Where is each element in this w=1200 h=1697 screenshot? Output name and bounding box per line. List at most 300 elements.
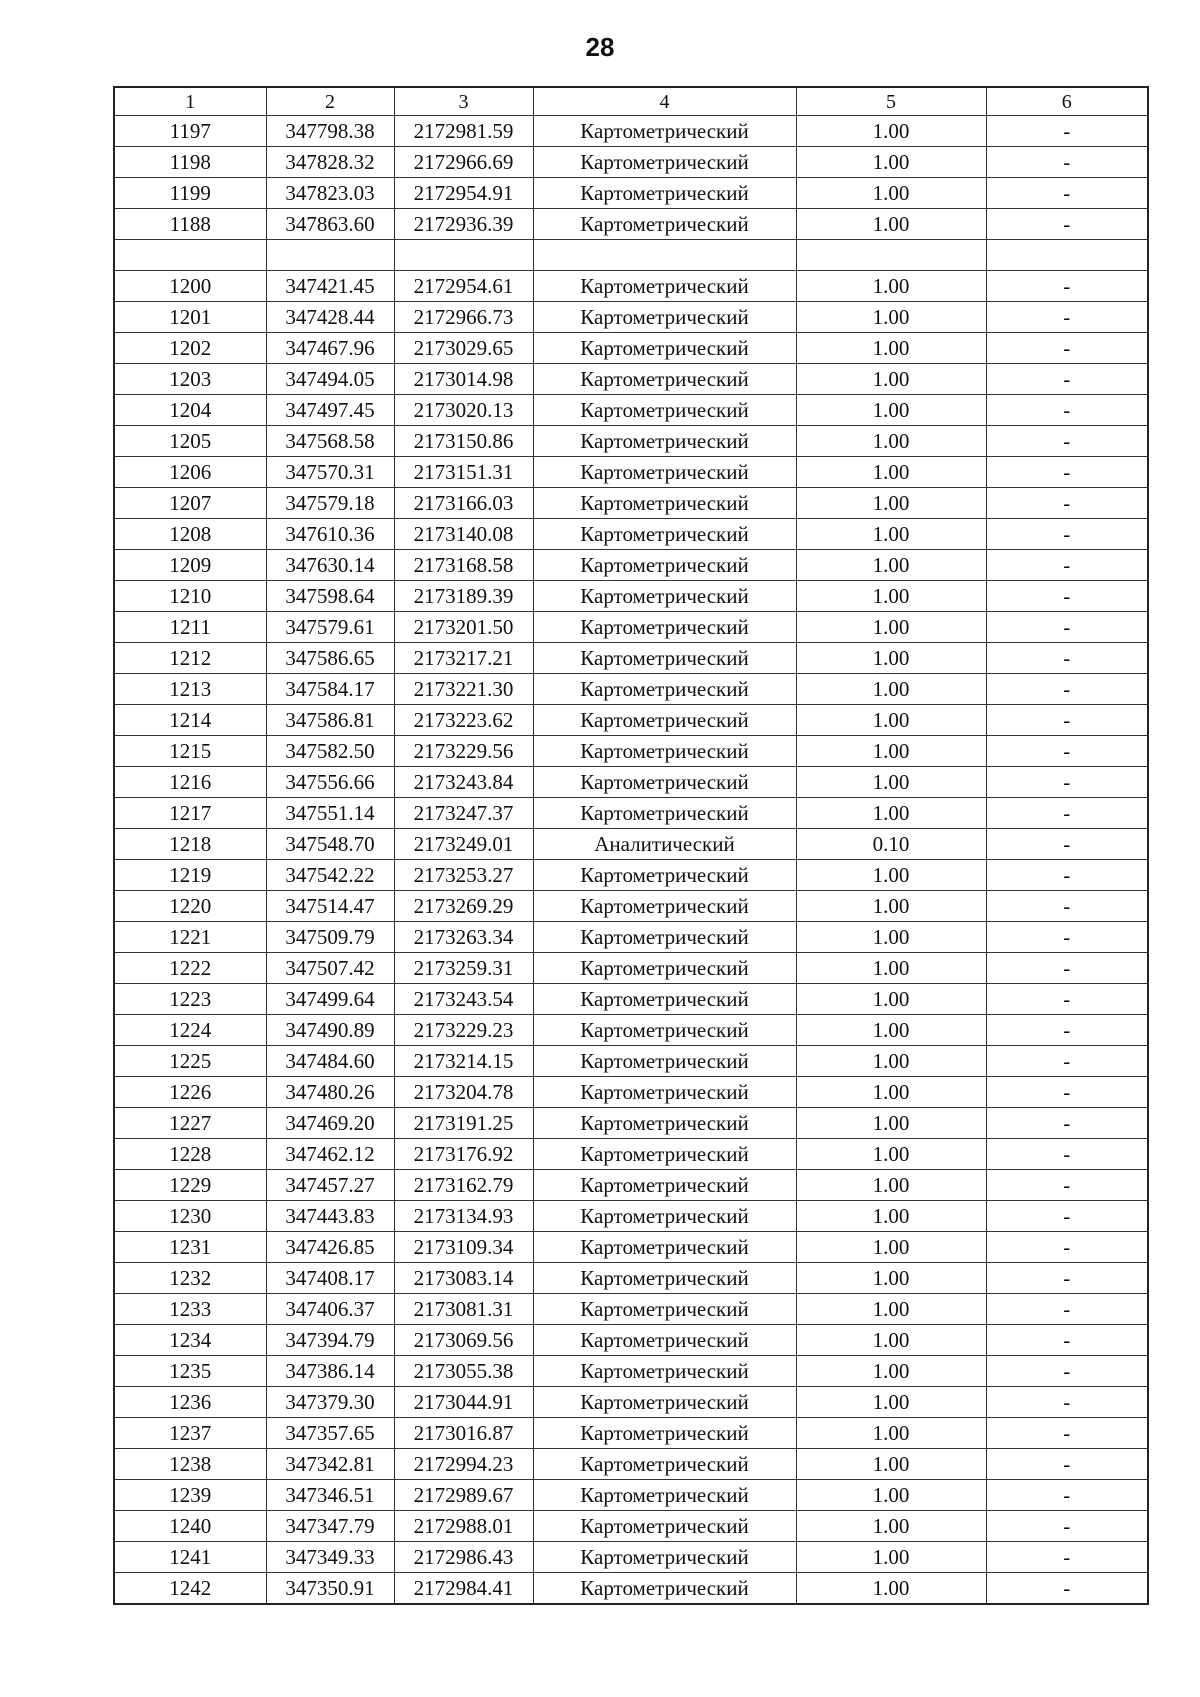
x-coordinate-cell: 347556.66 bbox=[266, 767, 394, 798]
method-cell: Картометрический bbox=[533, 891, 796, 922]
point-number-cell: 1231 bbox=[114, 1232, 266, 1263]
point-number-cell: 1209 bbox=[114, 550, 266, 581]
accuracy-cell: 1.00 bbox=[796, 984, 986, 1015]
note-cell: - bbox=[986, 209, 1148, 240]
note-cell bbox=[986, 240, 1148, 271]
point-number-cell: 1214 bbox=[114, 705, 266, 736]
method-cell: Картометрический bbox=[533, 1170, 796, 1201]
table-row bbox=[114, 798, 1148, 829]
note-cell: - bbox=[986, 1077, 1148, 1108]
y-coordinate-cell: 2173229.23 bbox=[394, 1015, 533, 1046]
table-row bbox=[114, 1108, 1148, 1139]
table-row bbox=[114, 1449, 1148, 1480]
y-coordinate-cell: 2173168.58 bbox=[394, 550, 533, 581]
table-row bbox=[114, 736, 1148, 767]
table-row bbox=[114, 364, 1148, 395]
table-row bbox=[114, 178, 1148, 209]
x-coordinate-cell: 347582.50 bbox=[266, 736, 394, 767]
accuracy-cell: 1.00 bbox=[796, 1015, 986, 1046]
accuracy-cell: 1.00 bbox=[796, 519, 986, 550]
method-cell: Картометрический bbox=[533, 364, 796, 395]
x-coordinate-cell: 347346.51 bbox=[266, 1480, 394, 1511]
method-cell: Картометрический bbox=[533, 1201, 796, 1232]
method-cell: Картометрический bbox=[533, 1542, 796, 1573]
accuracy-cell: 1.00 bbox=[796, 922, 986, 953]
table-header-row bbox=[114, 87, 1148, 116]
column-header-1: 1 bbox=[114, 87, 266, 116]
table-row bbox=[114, 581, 1148, 612]
point-number-cell: 1205 bbox=[114, 426, 266, 457]
method-cell: Картометрический bbox=[533, 1418, 796, 1449]
point-number-cell: 1241 bbox=[114, 1542, 266, 1573]
method-cell bbox=[533, 240, 796, 271]
y-coordinate-cell: 2172936.39 bbox=[394, 209, 533, 240]
note-cell: - bbox=[986, 1573, 1148, 1605]
point-number-cell: 1197 bbox=[114, 116, 266, 147]
method-cell: Картометрический bbox=[533, 1356, 796, 1387]
x-coordinate-cell bbox=[266, 240, 394, 271]
y-coordinate-cell: 2173140.08 bbox=[394, 519, 533, 550]
table-row bbox=[114, 271, 1148, 302]
accuracy-cell: 1.00 bbox=[796, 1418, 986, 1449]
method-cell: Картометрический bbox=[533, 550, 796, 581]
note-cell: - bbox=[986, 271, 1148, 302]
y-coordinate-cell: 2173016.87 bbox=[394, 1418, 533, 1449]
method-cell: Картометрический bbox=[533, 147, 796, 178]
x-coordinate-cell: 347586.81 bbox=[266, 705, 394, 736]
method-cell: Картометрический bbox=[533, 1232, 796, 1263]
method-cell: Картометрический bbox=[533, 1387, 796, 1418]
table-row bbox=[114, 829, 1148, 860]
point-number-cell: 1226 bbox=[114, 1077, 266, 1108]
accuracy-cell: 1.00 bbox=[796, 364, 986, 395]
column-header-4: 4 bbox=[533, 87, 796, 116]
method-cell: Картометрический bbox=[533, 116, 796, 147]
point-number-cell: 1219 bbox=[114, 860, 266, 891]
y-coordinate-cell: 2173014.98 bbox=[394, 364, 533, 395]
method-cell: Картометрический bbox=[533, 178, 796, 209]
x-coordinate-cell: 347507.42 bbox=[266, 953, 394, 984]
table-row bbox=[114, 333, 1148, 364]
table-row bbox=[114, 705, 1148, 736]
accuracy-cell: 1.00 bbox=[796, 457, 986, 488]
note-cell: - bbox=[986, 736, 1148, 767]
accuracy-cell: 0.10 bbox=[796, 829, 986, 860]
note-cell: - bbox=[986, 1108, 1148, 1139]
point-number-cell: 1215 bbox=[114, 736, 266, 767]
table-row bbox=[114, 1325, 1148, 1356]
note-cell: - bbox=[986, 1542, 1148, 1573]
point-number-cell: 1218 bbox=[114, 829, 266, 860]
y-coordinate-cell: 2173221.30 bbox=[394, 674, 533, 705]
x-coordinate-cell: 347584.17 bbox=[266, 674, 394, 705]
table-row bbox=[114, 674, 1148, 705]
y-coordinate-cell: 2173243.54 bbox=[394, 984, 533, 1015]
accuracy-cell: 1.00 bbox=[796, 674, 986, 705]
table-row bbox=[114, 1077, 1148, 1108]
method-cell: Картометрический bbox=[533, 457, 796, 488]
point-number-cell: 1202 bbox=[114, 333, 266, 364]
method-cell: Картометрический bbox=[533, 1511, 796, 1542]
method-cell: Картометрический bbox=[533, 519, 796, 550]
y-coordinate-cell: 2173249.01 bbox=[394, 829, 533, 860]
y-coordinate-cell: 2173269.29 bbox=[394, 891, 533, 922]
y-coordinate-cell: 2172966.73 bbox=[394, 302, 533, 333]
table-row bbox=[114, 519, 1148, 550]
accuracy-cell: 1.00 bbox=[796, 1387, 986, 1418]
note-cell: - bbox=[986, 891, 1148, 922]
note-cell: - bbox=[986, 1232, 1148, 1263]
y-coordinate-cell: 2173247.37 bbox=[394, 798, 533, 829]
x-coordinate-cell: 347579.18 bbox=[266, 488, 394, 519]
note-cell: - bbox=[986, 1387, 1148, 1418]
y-coordinate-cell: 2173020.13 bbox=[394, 395, 533, 426]
table-row bbox=[114, 643, 1148, 674]
method-cell: Картометрический bbox=[533, 1325, 796, 1356]
point-number-cell: 1200 bbox=[114, 271, 266, 302]
x-coordinate-cell: 347630.14 bbox=[266, 550, 394, 581]
x-coordinate-cell: 347494.05 bbox=[266, 364, 394, 395]
point-number-cell: 1233 bbox=[114, 1294, 266, 1325]
point-number-cell: 1207 bbox=[114, 488, 266, 519]
note-cell: - bbox=[986, 922, 1148, 953]
note-cell: - bbox=[986, 1480, 1148, 1511]
point-number-cell: 1221 bbox=[114, 922, 266, 953]
accuracy-cell: 1.00 bbox=[796, 147, 986, 178]
method-cell: Картометрический bbox=[533, 271, 796, 302]
table-row bbox=[114, 860, 1148, 891]
method-cell: Картометрический bbox=[533, 1480, 796, 1511]
table-row bbox=[114, 767, 1148, 798]
note-cell: - bbox=[986, 953, 1148, 984]
y-coordinate-cell: 2173214.15 bbox=[394, 1046, 533, 1077]
x-coordinate-cell: 347428.44 bbox=[266, 302, 394, 333]
accuracy-cell: 1.00 bbox=[796, 798, 986, 829]
method-cell: Картометрический bbox=[533, 426, 796, 457]
note-cell: - bbox=[986, 829, 1148, 860]
point-number-cell: 1242 bbox=[114, 1573, 266, 1605]
method-cell: Картометрический bbox=[533, 984, 796, 1015]
accuracy-cell: 1.00 bbox=[796, 612, 986, 643]
accuracy-cell: 1.00 bbox=[796, 891, 986, 922]
point-number-cell: 1204 bbox=[114, 395, 266, 426]
coordinates-table-body bbox=[114, 87, 1148, 1604]
x-coordinate-cell: 347798.38 bbox=[266, 116, 394, 147]
x-coordinate-cell: 347408.17 bbox=[266, 1263, 394, 1294]
y-coordinate-cell: 2173134.93 bbox=[394, 1201, 533, 1232]
point-number-cell: 1237 bbox=[114, 1418, 266, 1449]
y-coordinate-cell: 2173263.34 bbox=[394, 922, 533, 953]
accuracy-cell: 1.00 bbox=[796, 1170, 986, 1201]
table-row bbox=[114, 1573, 1148, 1605]
method-cell: Картометрический bbox=[533, 488, 796, 519]
y-coordinate-cell: 2173191.25 bbox=[394, 1108, 533, 1139]
method-cell: Картометрический bbox=[533, 1046, 796, 1077]
y-coordinate-cell: 2173029.65 bbox=[394, 333, 533, 364]
point-number-cell: 1223 bbox=[114, 984, 266, 1015]
note-cell: - bbox=[986, 364, 1148, 395]
accuracy-cell: 1.00 bbox=[796, 1077, 986, 1108]
column-header-2: 2 bbox=[266, 87, 394, 116]
table-row bbox=[114, 1418, 1148, 1449]
x-coordinate-cell: 347457.27 bbox=[266, 1170, 394, 1201]
y-coordinate-cell: 2172954.91 bbox=[394, 178, 533, 209]
x-coordinate-cell: 347610.36 bbox=[266, 519, 394, 550]
column-header-3: 3 bbox=[394, 87, 533, 116]
note-cell: - bbox=[986, 488, 1148, 519]
accuracy-cell: 1.00 bbox=[796, 1201, 986, 1232]
table-row bbox=[114, 1232, 1148, 1263]
note-cell: - bbox=[986, 1139, 1148, 1170]
point-number-cell: 1188 bbox=[114, 209, 266, 240]
point-number-cell: 1199 bbox=[114, 178, 266, 209]
note-cell: - bbox=[986, 1356, 1148, 1387]
method-cell: Картометрический bbox=[533, 643, 796, 674]
accuracy-cell: 1.00 bbox=[796, 860, 986, 891]
point-number-cell: 1210 bbox=[114, 581, 266, 612]
x-coordinate-cell: 347499.64 bbox=[266, 984, 394, 1015]
x-coordinate-cell: 347514.47 bbox=[266, 891, 394, 922]
table-row bbox=[114, 488, 1148, 519]
y-coordinate-cell: 2172989.67 bbox=[394, 1480, 533, 1511]
y-coordinate-cell: 2172981.59 bbox=[394, 116, 533, 147]
note-cell: - bbox=[986, 178, 1148, 209]
method-cell: Картометрический bbox=[533, 1015, 796, 1046]
method-cell: Картометрический bbox=[533, 581, 796, 612]
accuracy-cell: 1.00 bbox=[796, 1356, 986, 1387]
table-row bbox=[114, 1201, 1148, 1232]
table-row bbox=[114, 457, 1148, 488]
point-number-cell: 1203 bbox=[114, 364, 266, 395]
x-coordinate-cell: 347497.45 bbox=[266, 395, 394, 426]
accuracy-cell: 1.00 bbox=[796, 302, 986, 333]
accuracy-cell: 1.00 bbox=[796, 333, 986, 364]
table-row bbox=[114, 395, 1148, 426]
table-row bbox=[114, 1015, 1148, 1046]
table-row bbox=[114, 1480, 1148, 1511]
method-cell: Картометрический bbox=[533, 767, 796, 798]
point-number-cell: 1212 bbox=[114, 643, 266, 674]
table-row bbox=[114, 1387, 1148, 1418]
y-coordinate-cell: 2173069.56 bbox=[394, 1325, 533, 1356]
accuracy-cell: 1.00 bbox=[796, 705, 986, 736]
accuracy-cell: 1.00 bbox=[796, 1263, 986, 1294]
x-coordinate-cell: 347548.70 bbox=[266, 829, 394, 860]
note-cell: - bbox=[986, 457, 1148, 488]
y-coordinate-cell: 2173204.78 bbox=[394, 1077, 533, 1108]
note-cell: - bbox=[986, 860, 1148, 891]
method-cell: Картометрический bbox=[533, 1139, 796, 1170]
point-number-cell: 1239 bbox=[114, 1480, 266, 1511]
y-coordinate-cell: 2173081.31 bbox=[394, 1294, 533, 1325]
accuracy-cell: 1.00 bbox=[796, 1108, 986, 1139]
x-coordinate-cell: 347379.30 bbox=[266, 1387, 394, 1418]
table-row bbox=[114, 612, 1148, 643]
method-cell: Картометрический bbox=[533, 705, 796, 736]
table-row bbox=[114, 1170, 1148, 1201]
y-coordinate-cell: 2173189.39 bbox=[394, 581, 533, 612]
x-coordinate-cell: 347394.79 bbox=[266, 1325, 394, 1356]
note-cell: - bbox=[986, 767, 1148, 798]
note-cell: - bbox=[986, 581, 1148, 612]
method-cell: Аналитический bbox=[533, 829, 796, 860]
point-number-cell: 1211 bbox=[114, 612, 266, 643]
x-coordinate-cell: 347349.33 bbox=[266, 1542, 394, 1573]
x-coordinate-cell: 347542.22 bbox=[266, 860, 394, 891]
table-row bbox=[114, 922, 1148, 953]
point-number-cell: 1238 bbox=[114, 1449, 266, 1480]
y-coordinate-cell: 2173162.79 bbox=[394, 1170, 533, 1201]
note-cell: - bbox=[986, 333, 1148, 364]
accuracy-cell: 1.00 bbox=[796, 953, 986, 984]
note-cell: - bbox=[986, 519, 1148, 550]
table-row bbox=[114, 1263, 1148, 1294]
note-cell: - bbox=[986, 1449, 1148, 1480]
note-cell: - bbox=[986, 705, 1148, 736]
point-number-cell: 1227 bbox=[114, 1108, 266, 1139]
y-coordinate-cell: 2173150.86 bbox=[394, 426, 533, 457]
note-cell: - bbox=[986, 147, 1148, 178]
note-cell: - bbox=[986, 612, 1148, 643]
method-cell: Картометрический bbox=[533, 302, 796, 333]
note-cell: - bbox=[986, 798, 1148, 829]
y-coordinate-cell: 2173083.14 bbox=[394, 1263, 533, 1294]
accuracy-cell bbox=[796, 240, 986, 271]
method-cell: Картометрический bbox=[533, 922, 796, 953]
table-row bbox=[114, 891, 1148, 922]
y-coordinate-cell: 2172988.01 bbox=[394, 1511, 533, 1542]
point-number-cell: 1198 bbox=[114, 147, 266, 178]
x-coordinate-cell: 347342.81 bbox=[266, 1449, 394, 1480]
table-row bbox=[114, 116, 1148, 147]
note-cell: - bbox=[986, 984, 1148, 1015]
y-coordinate-cell: 2173217.21 bbox=[394, 643, 533, 674]
y-coordinate-cell: 2172994.23 bbox=[394, 1449, 533, 1480]
point-number-cell: 1229 bbox=[114, 1170, 266, 1201]
table-row bbox=[114, 1294, 1148, 1325]
y-coordinate-cell: 2173259.31 bbox=[394, 953, 533, 984]
note-cell: - bbox=[986, 1294, 1148, 1325]
note-cell: - bbox=[986, 1418, 1148, 1449]
table-row bbox=[114, 147, 1148, 178]
table-row bbox=[114, 1139, 1148, 1170]
point-number-cell: 1220 bbox=[114, 891, 266, 922]
accuracy-cell: 1.00 bbox=[796, 1232, 986, 1263]
y-coordinate-cell: 2173055.38 bbox=[394, 1356, 533, 1387]
method-cell: Картометрический bbox=[533, 1108, 796, 1139]
table-row bbox=[114, 1511, 1148, 1542]
note-cell: - bbox=[986, 1201, 1148, 1232]
table-row bbox=[114, 550, 1148, 581]
note-cell: - bbox=[986, 1511, 1148, 1542]
method-cell: Картометрический bbox=[533, 1077, 796, 1108]
point-number-cell: 1232 bbox=[114, 1263, 266, 1294]
y-coordinate-cell: 2173109.34 bbox=[394, 1232, 533, 1263]
point-number-cell: 1222 bbox=[114, 953, 266, 984]
accuracy-cell: 1.00 bbox=[796, 736, 986, 767]
point-number-cell: 1216 bbox=[114, 767, 266, 798]
method-cell: Картометрический bbox=[533, 209, 796, 240]
point-number-cell: 1236 bbox=[114, 1387, 266, 1418]
accuracy-cell: 1.00 bbox=[796, 488, 986, 519]
table-row bbox=[114, 1356, 1148, 1387]
y-coordinate-cell: 2173166.03 bbox=[394, 488, 533, 519]
accuracy-cell: 1.00 bbox=[796, 1573, 986, 1605]
accuracy-cell: 1.00 bbox=[796, 178, 986, 209]
point-number-cell: 1240 bbox=[114, 1511, 266, 1542]
y-coordinate-cell: 2173044.91 bbox=[394, 1387, 533, 1418]
accuracy-cell: 1.00 bbox=[796, 1046, 986, 1077]
y-coordinate-cell: 2172984.41 bbox=[394, 1573, 533, 1605]
point-number-cell bbox=[114, 240, 266, 271]
note-cell: - bbox=[986, 1170, 1148, 1201]
x-coordinate-cell: 347350.91 bbox=[266, 1573, 394, 1605]
accuracy-cell: 1.00 bbox=[796, 1542, 986, 1573]
accuracy-cell: 1.00 bbox=[796, 643, 986, 674]
x-coordinate-cell: 347467.96 bbox=[266, 333, 394, 364]
x-coordinate-cell: 347551.14 bbox=[266, 798, 394, 829]
x-coordinate-cell: 347406.37 bbox=[266, 1294, 394, 1325]
table-row bbox=[114, 302, 1148, 333]
point-number-cell: 1208 bbox=[114, 519, 266, 550]
method-cell: Картометрический bbox=[533, 1263, 796, 1294]
y-coordinate-cell: 2172986.43 bbox=[394, 1542, 533, 1573]
column-header-6: 6 bbox=[986, 87, 1148, 116]
x-coordinate-cell: 347386.14 bbox=[266, 1356, 394, 1387]
method-cell: Картометрический bbox=[533, 953, 796, 984]
note-cell: - bbox=[986, 550, 1148, 581]
x-coordinate-cell: 347598.64 bbox=[266, 581, 394, 612]
table-row bbox=[114, 209, 1148, 240]
y-coordinate-cell: 2173253.27 bbox=[394, 860, 533, 891]
note-cell: - bbox=[986, 674, 1148, 705]
accuracy-cell: 1.00 bbox=[796, 1325, 986, 1356]
page-number: 28 bbox=[585, 32, 615, 62]
table-row-empty bbox=[114, 240, 1148, 271]
point-number-cell: 1225 bbox=[114, 1046, 266, 1077]
method-cell: Картометрический bbox=[533, 674, 796, 705]
method-cell: Картометрический bbox=[533, 860, 796, 891]
method-cell: Картометрический bbox=[533, 798, 796, 829]
note-cell: - bbox=[986, 1325, 1148, 1356]
accuracy-cell: 1.00 bbox=[796, 1294, 986, 1325]
point-number-cell: 1230 bbox=[114, 1201, 266, 1232]
accuracy-cell: 1.00 bbox=[796, 581, 986, 612]
y-coordinate-cell: 2173229.56 bbox=[394, 736, 533, 767]
note-cell: - bbox=[986, 426, 1148, 457]
x-coordinate-cell: 347462.12 bbox=[266, 1139, 394, 1170]
note-cell: - bbox=[986, 1015, 1148, 1046]
y-coordinate-cell: 2173176.92 bbox=[394, 1139, 533, 1170]
accuracy-cell: 1.00 bbox=[796, 1511, 986, 1542]
column-header-5: 5 bbox=[796, 87, 986, 116]
x-coordinate-cell: 347579.61 bbox=[266, 612, 394, 643]
x-coordinate-cell: 347570.31 bbox=[266, 457, 394, 488]
y-coordinate-cell: 2172954.61 bbox=[394, 271, 533, 302]
method-cell: Картометрический bbox=[533, 1294, 796, 1325]
point-number-cell: 1201 bbox=[114, 302, 266, 333]
x-coordinate-cell: 347443.83 bbox=[266, 1201, 394, 1232]
table-row bbox=[114, 984, 1148, 1015]
x-coordinate-cell: 347421.45 bbox=[266, 271, 394, 302]
note-cell: - bbox=[986, 1263, 1148, 1294]
method-cell: Картометрический bbox=[533, 1449, 796, 1480]
y-coordinate-cell: 2173201.50 bbox=[394, 612, 533, 643]
accuracy-cell: 1.00 bbox=[796, 1449, 986, 1480]
point-number-cell: 1228 bbox=[114, 1139, 266, 1170]
note-cell: - bbox=[986, 395, 1148, 426]
accuracy-cell: 1.00 bbox=[796, 116, 986, 147]
